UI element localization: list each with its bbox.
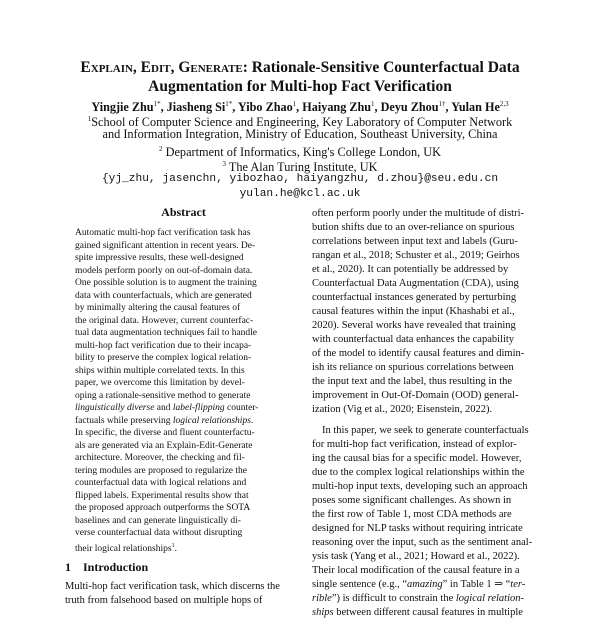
affiliation-sup: 1 (87, 115, 92, 123)
body-line: of the model to identify causal features and dimin- (312, 348, 525, 359)
affiliation-sup: 3 (222, 160, 227, 168)
author-sup: 1† (438, 100, 446, 108)
body-line: Their local modification of the causal feature in a (312, 565, 520, 576)
affiliation-text: Department of Informatics, King's College London, UK (165, 145, 441, 160)
body-line: the input text and the label, thus resulting in the (312, 376, 513, 387)
title-line-1: Explain, Edit, Generate: Rationale-Sensitive Counterfactual Data (80, 59, 520, 76)
author-name: Yibo Zhao (237, 100, 293, 115)
body-line: correlations between input text and labels (Guru- (312, 236, 518, 247)
abstract-line: verse counterfactual data without disrupting (75, 528, 243, 538)
abstract-line: One possible solution is to augment the training (75, 278, 257, 288)
abstract-line: tering modules are proposed to regularize the (75, 465, 247, 476)
italic-text: ships (312, 607, 334, 618)
abstract-line: baselines and can generate linguistically di- (75, 515, 241, 526)
author-sup: 1 (292, 100, 297, 108)
abstract-line: the proposed approach outperforms the SOTA (75, 503, 251, 513)
author-sup: 1* (225, 100, 233, 108)
body-line: poses some significant challenges. As shown in (312, 495, 512, 506)
text: . (250, 415, 254, 426)
abstract-line: data with counterfactuals, which are generated (75, 290, 252, 301)
body-line: ization (Vig et al., 2020; Eisenstein, 2022). (312, 404, 493, 415)
abstract-line: paper, we overcome this limitation by devel- (75, 378, 245, 388)
body-line: 2020). Several works have revealed that training (312, 320, 516, 331)
text: counter- (224, 403, 259, 413)
abstract-line (75, 402, 292, 415)
body-line: ing the causal bias for a specific model. However, (312, 453, 522, 464)
abstract-line (75, 540, 292, 556)
abstract-line: als are generated via an Explain-Edit-Generate (75, 440, 253, 451)
body-line: ish its reliance on spurious correlations between (312, 362, 514, 373)
title-line-2: Augmentation for Multi-hop Fact Verification (148, 78, 452, 95)
affiliation-text: School of Computer Science and Engineering, Key Laboratory of Computer Network (91, 115, 513, 130)
body-line: rangan et al., 2018; Schuster et al., 2019; Geirhos (312, 250, 520, 261)
text: factuals while preserving (75, 415, 173, 426)
abstract-line: models perform poorly on out-of-domain data. (75, 265, 253, 276)
abstract-line: gained significant attention in recent years. De- (75, 240, 256, 251)
author-list: Yingjie Zhu$^{1*}$, Jiasheng $Si^{1*}$, Yibo Zhao$^1$, Haiyang Zhu$^1$, Deyu Zhou$^{1\dagger}$, Yulan He$^{2,3}$ (91, 100, 509, 115)
author-name: Jiasheng Si (166, 100, 226, 115)
text: ”) is difficult to constrain the (331, 593, 456, 604)
abstract-line: counterfactual data with logical relations and (75, 478, 247, 488)
body-line: reasoning over the input, such as the sentiment anal- (312, 537, 533, 548)
abstract-line: ships within multiple correlated texts. In this (75, 365, 245, 376)
italic-text: rible (312, 593, 332, 604)
abstract-line: by minimally altering the causal features of (75, 303, 241, 313)
abstract-line: Automatic multi-hop fact verification task has (75, 228, 251, 238)
italic-text: label-flipping (172, 403, 225, 413)
abstract-line: In specific, the diverse and fluent counterfactu- (75, 428, 255, 438)
title-word-generate: Generate (178, 59, 243, 76)
author-name: Yingjie Zhu (91, 100, 154, 115)
italic-text: amazing (407, 579, 443, 590)
body-line: for multi-hop fact verification, instead of explor- (312, 439, 517, 450)
abstract-heading: Abstract (161, 205, 206, 219)
body-line: causal features within the input (Khashabi et al., (312, 306, 515, 317)
affiliation-sup: 2 (159, 145, 163, 153)
title-word-explain: Explain (80, 59, 133, 76)
paper-title (40, 58, 560, 96)
body-line: often perform poorly under the multitude of distri- (312, 208, 524, 219)
abstract-line: the original data. However, current counterfac- (75, 315, 254, 326)
title-word-edit: Edit (140, 59, 171, 76)
introduction-heading (65, 560, 148, 575)
abstract-line: flipped labels. Experimental results show that (75, 490, 249, 501)
title-rest: : Rationale-Sensitive Counterfactual Data (242, 59, 520, 76)
body-line: the first row of Table 1, most CDA methods are (312, 509, 512, 520)
body-line (312, 578, 578, 592)
footnote-marker: 1 (171, 542, 175, 549)
text: their logical relationships (75, 543, 172, 554)
italic-text: linguistically diverse (75, 403, 155, 413)
abstract-line: bility to preserve the complex logical relation- (75, 353, 252, 363)
abstract-line: oping a rationale-sensitive method to generate (75, 390, 251, 401)
author-sup: 2,3 (499, 100, 509, 108)
author-name: Haiyang Zhu (302, 100, 372, 115)
author-sup: 1 (371, 100, 375, 108)
affiliation-text: The Alan Turing Institute, UK (228, 160, 378, 175)
text: ” in Table 1 ⇒ “ (442, 579, 511, 590)
intro-line: Multi-hop fact verification task, which discerns the (65, 581, 280, 592)
email-line-1: {yj_zhu, jasenchn, yibozhao, haiyangzhu, d.zhou}@seu.edu.cn (101, 173, 499, 185)
italic-text: logical relationships (172, 415, 251, 426)
body-line (312, 606, 578, 620)
body-line: improvement in Out-Of-Domain (OOD) general- (312, 390, 519, 401)
author-name: Yulan He (451, 100, 500, 115)
italic-text: ter- (510, 579, 526, 590)
body-line: ysis task (Yang et al., 2021; Howard et al., 2022). (312, 551, 520, 562)
affiliation-1-line-2: and Information Integration, Ministry of Education, Southeast University, China (102, 127, 498, 141)
body-line: Counterfactual Data Augmentation (CDA), using (312, 278, 519, 289)
body-line: with counterfactual data enhances the capability (312, 334, 515, 345)
abstract-line (75, 415, 292, 428)
intro-line: truth from falsehood based on multiple hops of (65, 595, 263, 606)
text: between different causal features in multiple (333, 607, 523, 618)
body-line: et al., 2020). It can potentially be addressed by (312, 264, 509, 275)
author-sup: 1* (153, 100, 161, 108)
author-name: Deyu Zhou (380, 100, 439, 115)
abstract-line: multi-hop fact verification due to their incapa- (75, 340, 252, 351)
email-line-2: yulan.he@kcl.ac.uk (239, 188, 361, 200)
body-line: designed for NLP tasks without requiring intricate (312, 523, 523, 534)
abstract-line: architecture. Moreover, the checking and fil- (75, 453, 245, 463)
text: single sentence (e.g., “ (312, 579, 408, 590)
abstract-line: tual data augmentation techniques fail to handle (75, 328, 258, 338)
abstract-line: spite impressive results, these well-designed (75, 253, 244, 263)
text: . (174, 543, 177, 554)
body-line: In this paper, we seek to generate counterfactuals (322, 425, 529, 436)
section-title: Introduction (83, 560, 149, 574)
body-line (312, 592, 578, 606)
body-line: multi-hop input texts, developing such an approach (312, 481, 528, 492)
body-line: counterfactual instances generated by perturbing (312, 292, 517, 303)
body-line: bution shifts due to an over-reliance on spurious (312, 222, 515, 233)
section-number: 1 (65, 560, 71, 574)
body-line: due to the complex logical relationships within the (312, 467, 525, 478)
italic-text: logical relation- (455, 593, 525, 604)
text: and (154, 403, 173, 413)
